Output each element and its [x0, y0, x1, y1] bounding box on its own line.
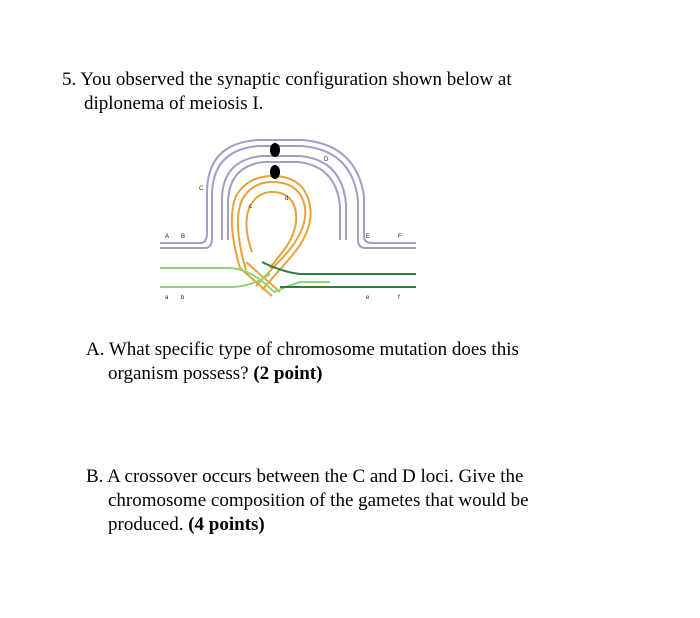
part-a-question [86, 338, 646, 386]
orange-chromosome-loop [232, 176, 311, 296]
locus-label-D-upper: D [324, 157, 329, 163]
locus-label-e: e [366, 295, 370, 301]
locus-label-f: f [398, 295, 400, 301]
locus-label-a: a [165, 295, 169, 301]
part-b-line-3-text: produced. [108, 514, 189, 535]
locus-label-E: E [366, 234, 371, 240]
centromere-upper [270, 143, 280, 157]
question-5-line-1: 5. You observed the synaptic configuration shown below at [62, 69, 512, 90]
locus-label-B: B [181, 234, 186, 240]
part-b-points: (4 points) [188, 514, 265, 535]
dark-green-chromosome [262, 262, 416, 287]
part-b-line-2: chromosome composition of the gametes that would be [108, 490, 529, 511]
light-green-chromosome [160, 268, 330, 292]
centromere-lower [270, 165, 280, 179]
part-b-line-3 [86, 513, 646, 537]
locus-label-A: A [165, 234, 170, 240]
part-a-line-2 [86, 362, 646, 386]
locus-label-C-upper: C [199, 186, 204, 192]
part-a-line-1: A. What specific type of chromosome mutation does this [86, 339, 519, 360]
purple-chromosome-inner [222, 156, 346, 240]
part-b-line-1: B. A crossover occurs between the C and D loci. Give the [86, 466, 524, 487]
locus-label-F: F [398, 234, 402, 240]
question-5-line-2: diplonema of meiosis I. [84, 93, 264, 114]
part-a-line-2-text: organism possess? [108, 363, 254, 384]
locus-label-d-lower: d [285, 196, 289, 202]
locus-label-b: b [181, 295, 185, 301]
locus-label-c-lower: c [249, 204, 252, 210]
part-b-question [86, 465, 646, 537]
part-a-points: (2 point) [253, 363, 323, 384]
